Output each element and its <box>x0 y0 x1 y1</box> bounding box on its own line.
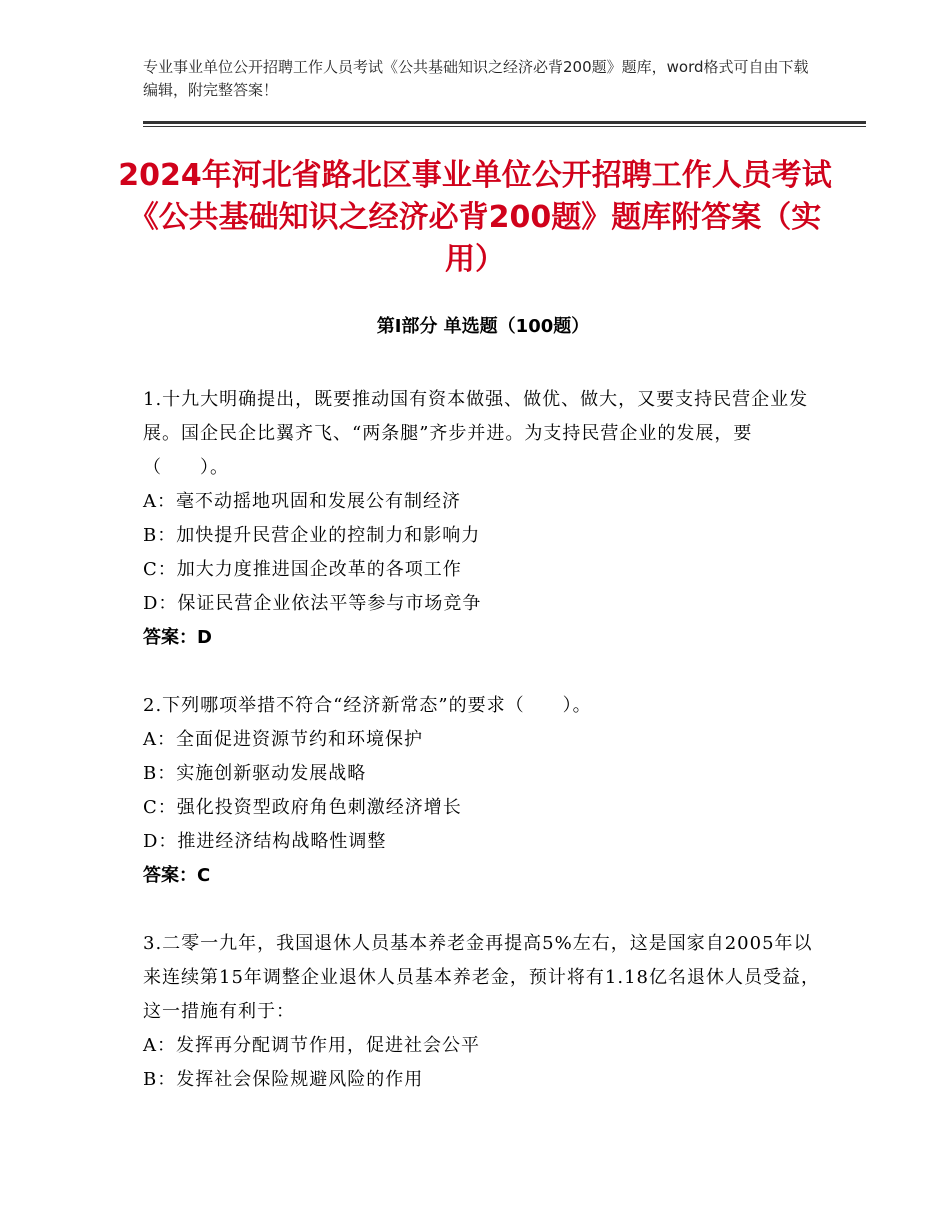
option-a: A：全面促进资源节约和环境保护 <box>143 729 423 750</box>
question-3 <box>143 927 823 1097</box>
question-2 <box>143 689 823 893</box>
option-c: C：强化投资型政府角色刺激经济增长 <box>143 797 462 818</box>
option-d: D：保证民营企业依法平等参与市场竞争 <box>143 593 482 614</box>
document-title: 2024年河北省路北区事业单位公开招聘工作人员考试《公共基础知识之经济必背200题》题库附答案（实用） <box>118 158 832 277</box>
header-note: 专业事业单位公开招聘工作人员考试《公共基础知识之经济必背200题》题库，word格式可自由下载编辑，附完整答案！ <box>143 58 809 99</box>
option-a: A：毫不动摇地巩固和发展公有制经济 <box>143 491 461 512</box>
header-rule-thick <box>143 121 866 124</box>
question-1 <box>143 383 823 655</box>
option-d: D：推进经济结构战略性调整 <box>143 831 387 852</box>
option-a: A：发挥再分配调节作用，促进社会公平 <box>143 1035 480 1056</box>
option-b: B：实施创新驱动发展战略 <box>143 763 367 784</box>
section-title: 第Ⅰ部分 单选题（100题） <box>376 316 590 337</box>
answer: 答案：C <box>143 865 211 886</box>
option-c: C：加大力度推进国企改革的各项工作 <box>143 559 462 580</box>
option-b: B：加快提升民营企业的控制力和影响力 <box>143 525 481 546</box>
question-stem: 3.二零一九年，我国退休人员基本养老金再提高5%左右，这是国家自2005年以来连续第15年调整企业退休人员基本养老金，预计将有1.18亿名退休人员受益，这一措施有利于： <box>143 933 820 1022</box>
option-b: B：发挥社会保险规避风险的作用 <box>143 1069 424 1090</box>
question-stem: 2.下列哪项举措不符合“经济新常态”的要求（ ）。 <box>143 695 592 716</box>
header-rule-thin <box>143 126 866 127</box>
question-list <box>143 383 823 1131</box>
answer: 答案：D <box>143 627 212 648</box>
question-stem: 1.十九大明确提出，既要推动国有资本做强、做优、做大，又要支持民营企业发展。国企民企比翼齐飞、“两条腿”齐步并进。为支持民营企业的发展，要（ ）。 <box>143 389 809 478</box>
